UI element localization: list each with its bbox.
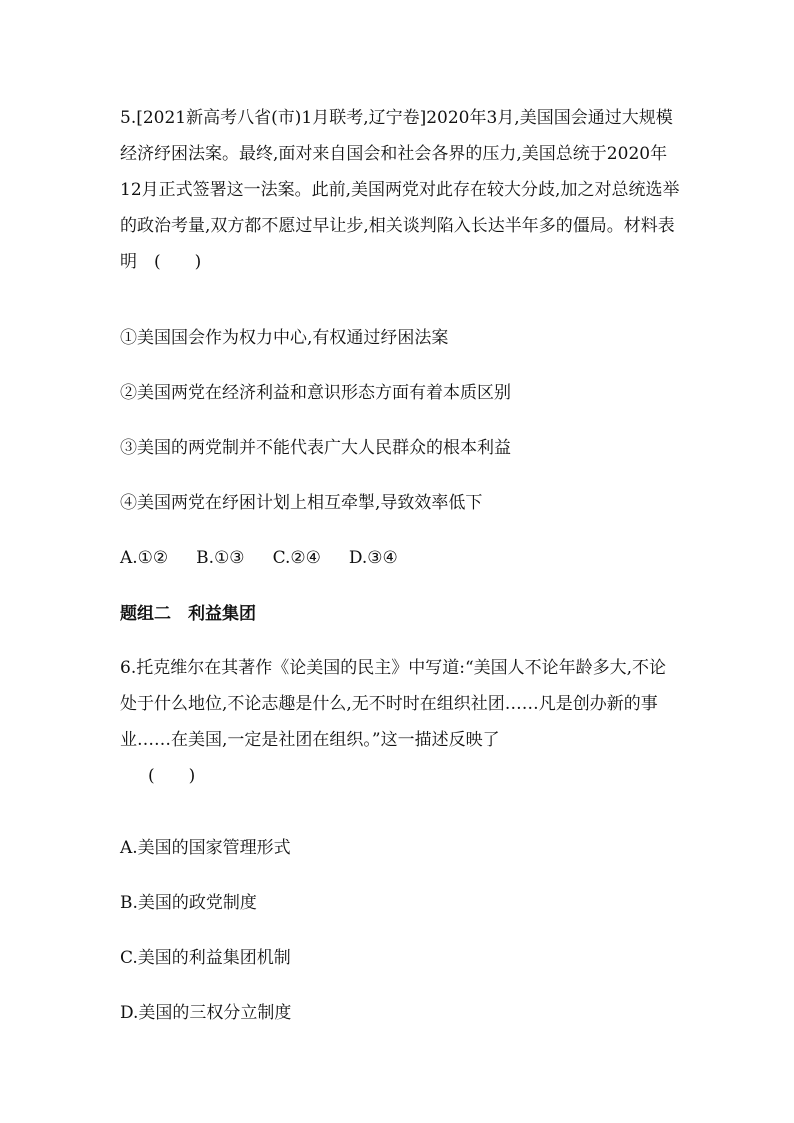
q6-option-b-row — [120, 885, 680, 921]
choice-a: A.①② — [120, 548, 169, 568]
question-6-stem: 6.托克维尔在其著作《论美国的民主》中写道:“美国人不论年龄多大,不论处于什么地位,不论志趣是什么,无不时时在组织社团……凡是创办新的事业……在美国,一定是社团在组织。”这一描述反映了 — [120, 658, 667, 750]
choice-b: B.①③ — [196, 548, 245, 568]
q6-option-d-row — [120, 995, 680, 1031]
option-3: ③美国的两党制并不能代表广大人民群众的根本利益 — [120, 438, 511, 458]
option-1: ①美国国会作为权力中心,有权通过纾困法案 — [120, 328, 449, 348]
question-6-answer-paren: ( ) — [148, 766, 196, 786]
q6-option-c-row — [120, 940, 680, 976]
q6-option-c: C.美国的利益集团机制 — [120, 948, 291, 968]
option-2-row — [120, 375, 680, 411]
q6-option-d: D.美国的三权分立制度 — [120, 1003, 292, 1023]
q6-option-a-row — [120, 830, 680, 866]
option-4-row — [120, 485, 680, 521]
choice-c: C.②④ — [272, 548, 321, 568]
question-6 — [120, 650, 680, 794]
section-heading: 题组二 利益集团 — [120, 604, 256, 624]
question-5-choices — [120, 540, 680, 576]
option-3-row — [120, 430, 680, 466]
option-4: ④美国两党在纾困计划上相互牵掣,导致效率低下 — [120, 493, 483, 513]
q6-option-b: B.美国的政党制度 — [120, 893, 257, 913]
question-5-stem: 5.[2021新高考八省(市)1月联考,辽宁卷]2020年3月,美国国会通过大规模经济纾困法案。最终,面对来自国会和社会各界的压力,美国总统于2020年12月正式签署这一法案。此前,美国两党对此存在较大分歧,加之对总统选举的政治考量,双方都不愿过早让步,相关谈判陷入长达半年多的僵局。材料表明 ( ) — [120, 108, 680, 272]
q6-option-a: A.美国的国家管理形式 — [120, 838, 291, 858]
question-5-options — [120, 320, 680, 356]
choice-d: D.③④ — [348, 548, 398, 568]
question-5 — [120, 100, 680, 280]
option-2: ②美国两党在经济利益和意识形态方面有着本质区别 — [120, 383, 511, 403]
